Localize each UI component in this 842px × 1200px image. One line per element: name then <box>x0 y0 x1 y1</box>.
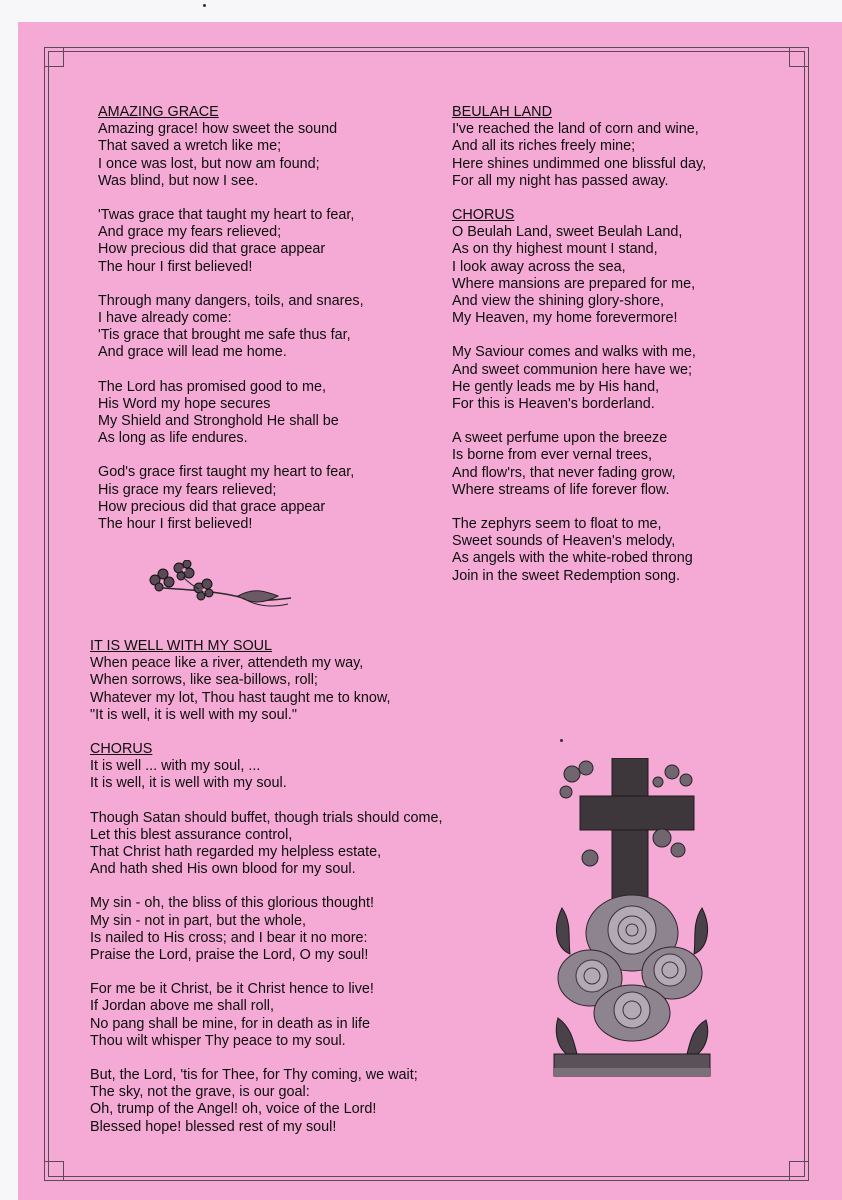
lyric-line: Sweet sounds of Heaven's melody, <box>452 533 676 550</box>
lyric-line: Is borne from ever vernal trees, <box>452 447 652 464</box>
hymn-it-is-well <box>90 638 443 1153</box>
hymn-stanza <box>452 516 706 585</box>
hymn-stanza <box>90 895 443 964</box>
lyric-line: Let this blest assurance control, <box>90 826 293 843</box>
lyric-line: His grace my fears relieved; <box>98 481 277 498</box>
hymn-title: IT IS WELL WITH MY SOUL <box>90 638 273 654</box>
lyric-line: Was blind, but now I see. <box>98 172 259 189</box>
lyric-line: Oh, trump of the Angel! oh, voice of the Lord! <box>90 1101 377 1118</box>
lyric-line: And hath shed His own blood for my soul. <box>90 861 356 878</box>
hymn-chorus <box>452 224 706 327</box>
hymn-stanza <box>98 464 364 533</box>
hymn-stanza <box>90 1067 443 1136</box>
hymn-stanza <box>98 379 364 448</box>
hymn-stanzas <box>98 121 364 533</box>
lyric-line: And sweet communion here have we; <box>452 361 692 378</box>
lyric-line: "It is well, it is well with my soul." <box>90 706 297 723</box>
lyric-line: Is nailed to His cross; and I bear it no more: <box>90 929 368 946</box>
lyric-line: Through many dangers, toils, and snares, <box>98 292 364 309</box>
hymn-chorus <box>90 758 443 792</box>
lyric-line: How precious did that grace appear <box>98 498 326 515</box>
hymn-verse <box>90 655 443 724</box>
lyric-line: As long as life endures. <box>98 430 248 447</box>
hymn-amazing-grace <box>98 104 364 550</box>
lyric-line: That Christ hath regarded my helpless estate, <box>90 844 382 861</box>
lyric-line: O Beulah Land, sweet Beulah Land, <box>452 224 683 241</box>
hymn-title: BEULAH LAND <box>452 104 552 120</box>
lyric-line: Here shines undimmed one blissful day, <box>452 155 707 172</box>
lyric-line: The sky, not the grave, is our goal: <box>90 1084 310 1101</box>
lyric-line: Where mansions are prepared for me, <box>452 275 696 292</box>
hymn-stanza <box>98 207 364 276</box>
hymn-stanza <box>90 810 443 879</box>
hymn-stanza <box>98 293 364 362</box>
lyric-line: And view the shining glory-shore, <box>452 293 664 310</box>
lyric-line: When peace like a river, attendeth my way, <box>90 655 364 672</box>
border-corner-bottom-right <box>789 1161 809 1181</box>
border-corner-top-right <box>789 47 809 67</box>
lyric-line: My Shield and Stronghold He shall be <box>98 413 339 430</box>
lyric-line: As angels with the white-robed throng <box>452 550 693 567</box>
hymn-verse <box>452 121 706 190</box>
border-corner-bottom-left <box>44 1161 64 1181</box>
lyric-line: My Saviour comes and walks with me, <box>452 344 696 361</box>
paper-speck <box>203 4 206 7</box>
lyric-line: My Heaven, my home forevermore! <box>452 310 678 327</box>
lyric-line: But, the Lord, 'tis for Thee, for Thy coming, we wait; <box>90 1067 418 1084</box>
lyric-line: I have already come: <box>98 310 232 327</box>
hymn-stanzas <box>452 344 706 584</box>
chorus-label: CHORUS <box>90 741 153 758</box>
hymn-stanza <box>98 121 364 190</box>
lyric-line: Join in the sweet Redemption song. <box>452 567 680 584</box>
lyric-line: And all its riches freely mine; <box>452 138 636 155</box>
lyric-line: And flow'rs, that never fading grow, <box>452 464 676 481</box>
lyric-line: For this is Heaven's borderland. <box>452 396 655 413</box>
hymn-stanza <box>452 344 706 413</box>
lyric-line: His Word my hope secures <box>98 395 271 412</box>
lyric-line: Where streams of life forever flow. <box>452 481 670 498</box>
lyric-line: It is well, it is well with my soul. <box>90 775 287 792</box>
lyric-line: God's grace first taught my heart to fear, <box>98 464 355 481</box>
lyric-line: I once was lost, but now am found; <box>98 155 320 172</box>
lyric-line: When sorrows, like sea-billows, roll; <box>90 672 318 689</box>
border-corner-top-left <box>44 47 64 67</box>
lyric-line: If Jordan above me shall roll, <box>90 998 274 1015</box>
lyric-line: My sin - oh, the bliss of this glorious thought! <box>90 895 374 912</box>
lyric-line: The hour I first believed! <box>98 258 253 275</box>
lyric-line: Praise the Lord, praise the Lord, O my soul! <box>90 947 369 964</box>
chorus-label: CHORUS <box>452 207 515 224</box>
hymn-stanza <box>452 430 706 499</box>
lyric-line: I've reached the land of corn and wine, <box>452 121 699 138</box>
lyric-line: My sin - not in part, but the whole, <box>90 912 306 929</box>
lyric-line: Thou wilt whisper Thy peace to my soul. <box>90 1032 346 1049</box>
lyric-line: A sweet perfume upon the breeze <box>452 430 668 447</box>
lyric-line: And grace my fears relieved; <box>98 224 282 241</box>
violet-sprig-icon <box>143 560 293 608</box>
lyric-line: As on thy highest mount I stand, <box>452 241 658 258</box>
lyric-line: The hour I first believed! <box>98 516 253 533</box>
lyric-line: Whatever my lot, Thou hast taught me to know, <box>90 689 391 706</box>
hymn-beulah-land <box>452 104 706 602</box>
hymn-stanza <box>90 981 443 1050</box>
hymn-stanzas <box>90 810 443 1136</box>
lyric-line: 'Tis grace that brought me safe thus far, <box>98 327 351 344</box>
hymn-title: AMAZING GRACE <box>98 104 219 120</box>
lyric-line: He gently leads me by His hand, <box>452 378 660 395</box>
lyric-line: That saved a wretch like me; <box>98 138 282 155</box>
lyric-line: No pang shall be mine, for in death as in life <box>90 1015 370 1032</box>
lyric-line: For all my night has passed away. <box>452 172 669 189</box>
lyric-line: And grace will lead me home. <box>98 344 287 361</box>
lyric-line: I look away across the sea, <box>452 258 626 275</box>
lyric-line: Amazing grace! how sweet the sound <box>98 121 338 138</box>
lyric-line: The Lord has promised good to me, <box>98 378 326 395</box>
lyric-line: How precious did that grace appear <box>98 241 326 258</box>
lyric-line: 'Twas grace that taught my heart to fear, <box>98 207 355 224</box>
lyric-line: For me be it Christ, be it Christ hence to live! <box>90 981 374 998</box>
lyric-line: The zephyrs seem to float to me, <box>452 516 662 533</box>
lyric-line: Blessed hope! blessed rest of my soul! <box>90 1118 337 1135</box>
lyric-line: It is well ... with my soul, ... <box>90 758 261 775</box>
lyric-line: Though Satan should buffet, though trials should come, <box>90 809 443 826</box>
floral-cross-illustration <box>552 758 712 1088</box>
paper-speck <box>560 739 563 742</box>
